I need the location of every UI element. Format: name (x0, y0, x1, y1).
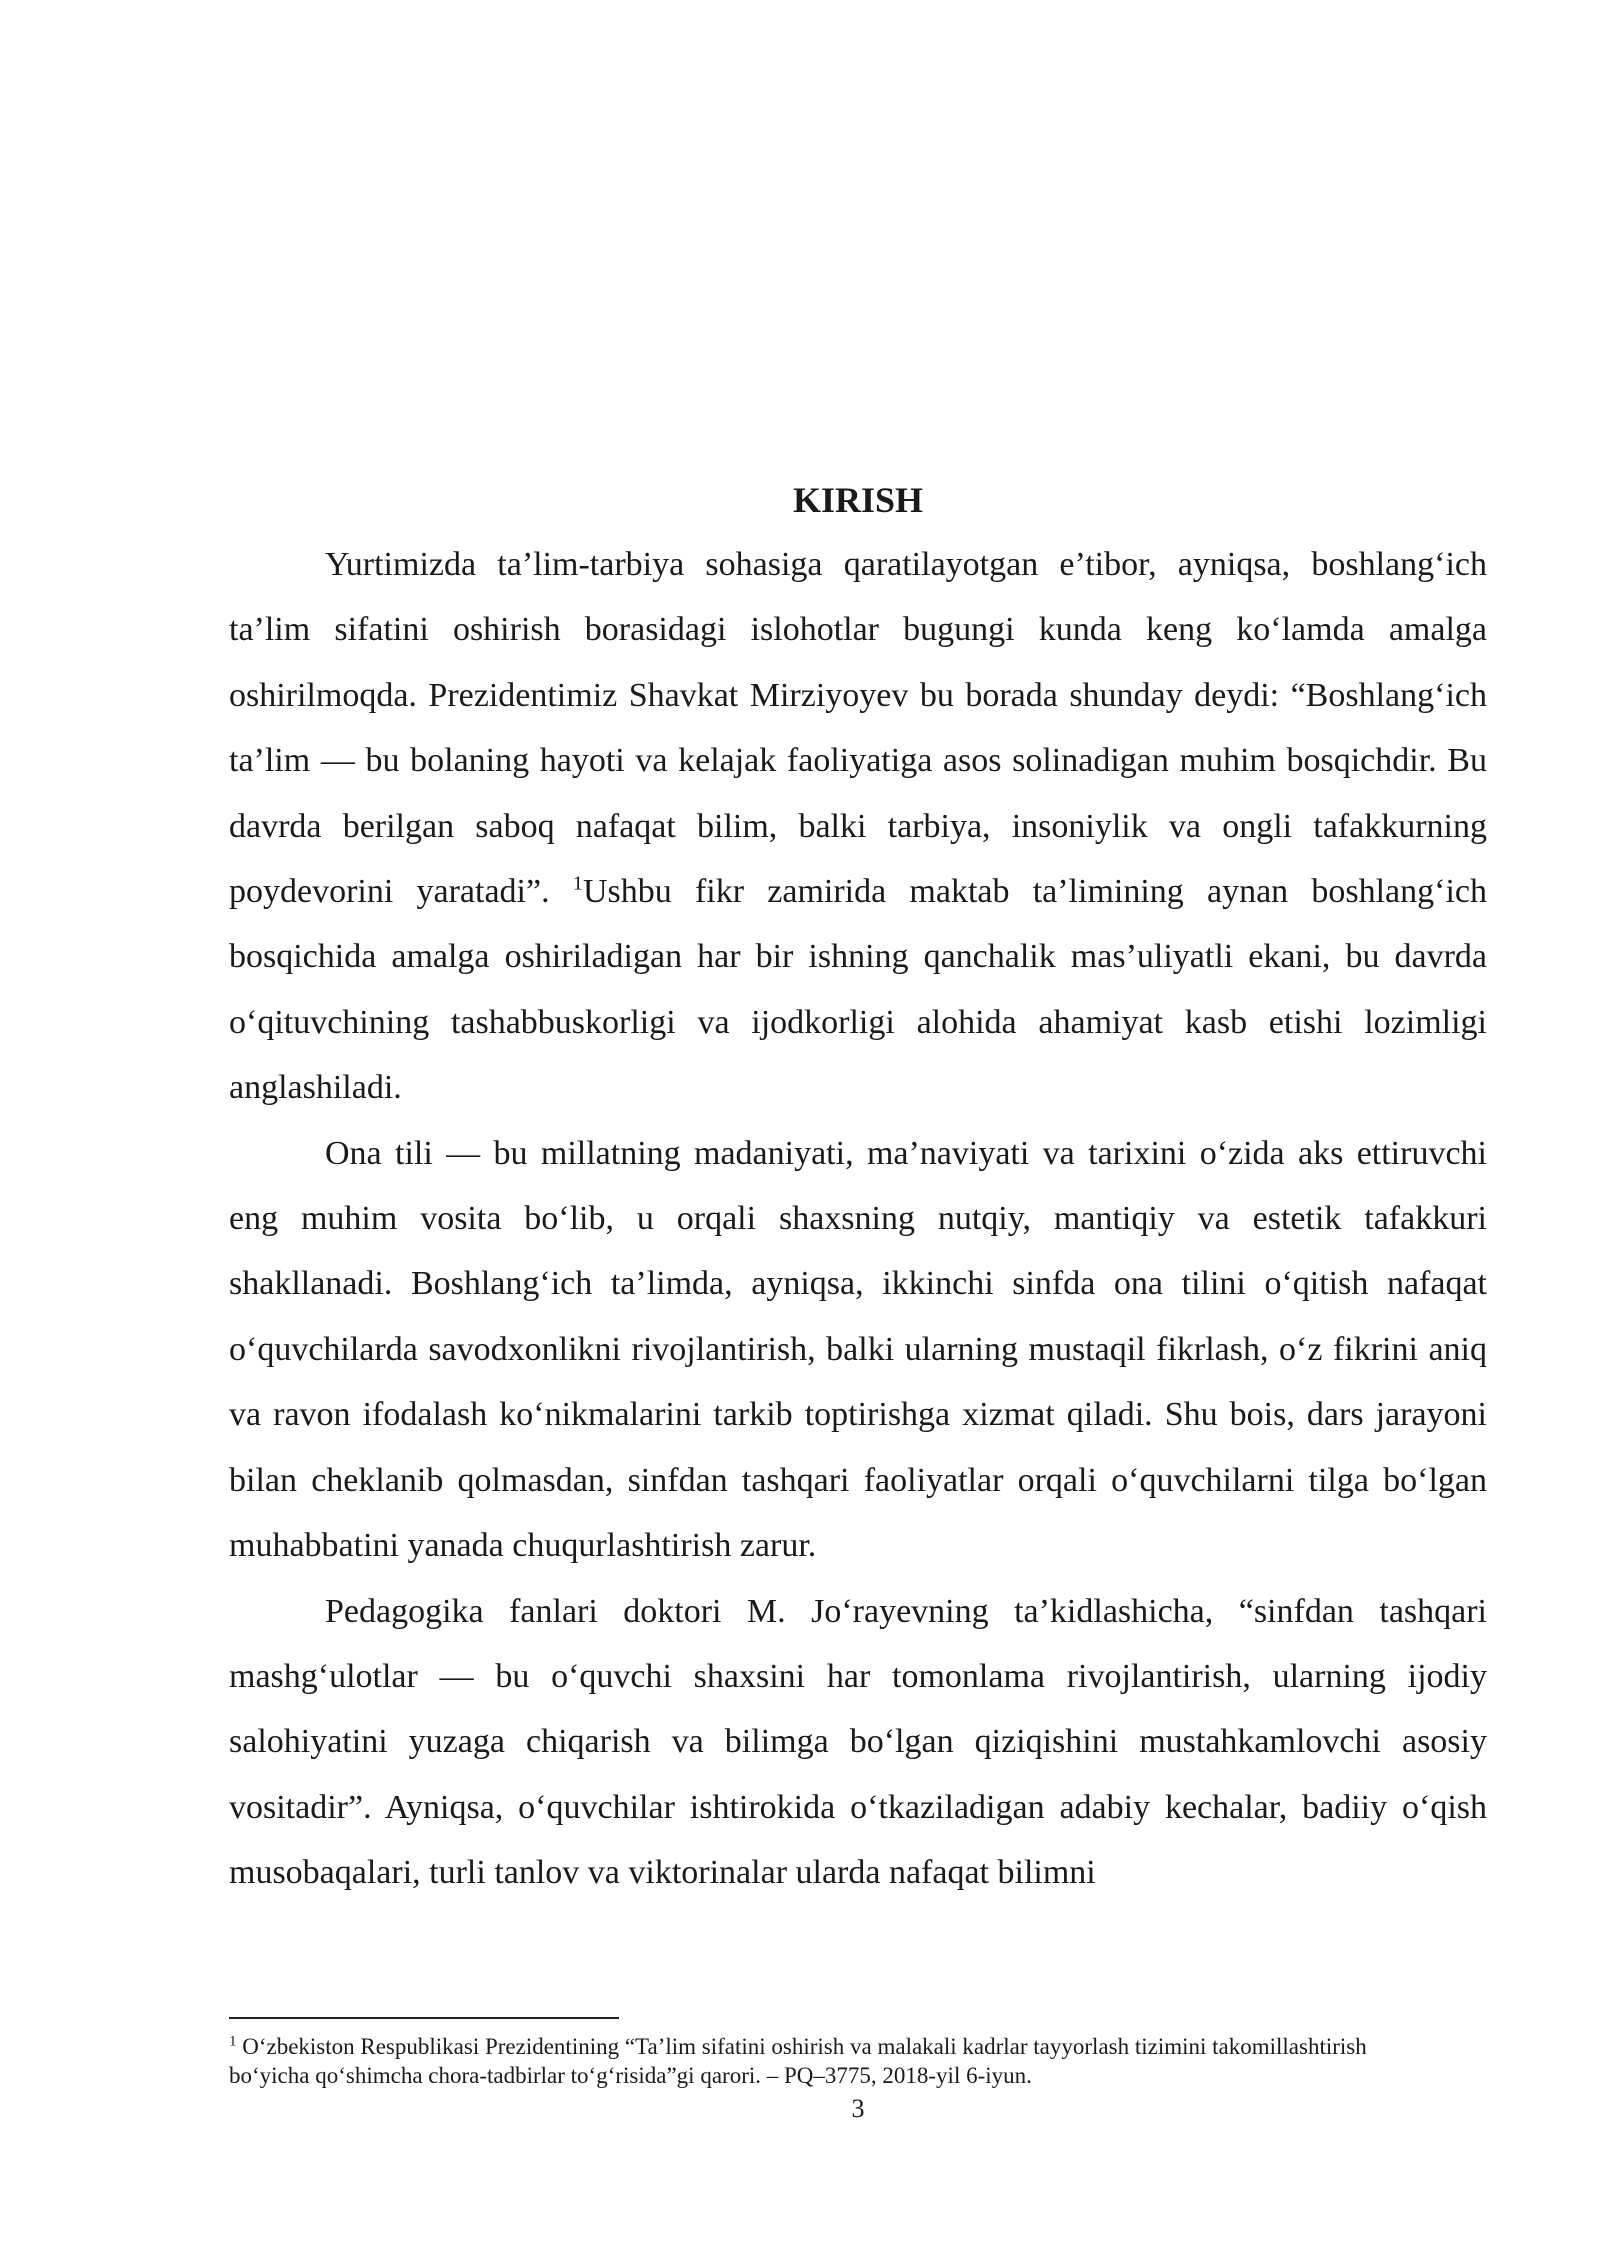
footnote-separator (229, 2017, 619, 2019)
footnote-reference: 1 (572, 872, 583, 895)
paragraph-1-continuation: Ushbu fikr zamirida maktab ta’limining aynan boshlang‘ich bosqichida amalga oshiriladigan har bir ishning qanchalik mas’uliyatli ekani, bu davrda o‘qituvchining tashabbuskorligi va ijodkorligi alohida ahamiyat kasb etishi lozimligi anglashiladi. (229, 873, 1487, 1107)
section-heading: KIRISH (792, 480, 924, 520)
footnote (229, 2032, 1379, 2090)
page-number: 3 (851, 2094, 865, 2123)
paragraph-1 (229, 532, 1487, 1121)
footnote-marker: 1 (229, 2033, 237, 2050)
paragraph-2: Ona tili — bu millatning madaniyati, ma’naviyati va tarixini o‘zida aks ettiruvchi eng muhim vosita bo‘lib, u orqali shaxsning nutqiy, mantiqiy va estetik tafakkuri shakllanadi. Boshlang‘ich ta’limda, ayniqsa, ikkinchi sinfda ona tilini o‘qitish nafaqat o‘quvchilarda savodxonlikni rivojlantirish, balki ularning mustaqil fikrlash, o‘z fikrini aniq va ravon ifodalash ko‘nikmalarini tarkib toptirishga xizmat qiladi. Shu bois, dars jarayoni bilan cheklanib qolmasdan, sinfdan tashqari faoliyatlar orqali o‘quvchilarni tilga bo‘lgan muhabbatini yanada chuqurlashtirish zarur. (229, 1134, 1487, 1565)
paragraph-3: Pedagogika fanlari doktori M. Jo‘rayevning ta’kidlashicha, “sinfdan tashqari mashg‘ulotlar — bu o‘quvchi shaxsini har tomonlama rivojlantirish, ularning ijodiy salohiyatini yuzaga chiqarish va bilimga bo‘lgan qiziqishini mustahkamlovchi asosiy vositadir”. Ayniqsa, o‘quvchilar ishtirokida o‘tkaziladigan adabiy kechalar, badiiy o‘qish musobaqalari, turli tanlov va viktorinalar ularda nafaqat bilimni (229, 1592, 1487, 1892)
paragraph-1-text: Yurtimizda ta’lim-tarbiya sohasiga qaratilayotgan e’tibor, ayniqsa, boshlang‘ich ta’lim sifatini oshirish borasidagi islohotlar bugungi kunda keng ko‘lamda amalga oshirilmoqda. Prezidentimiz Shavkat Mirziyoyev bu borada shunday deydi: “Boshlang‘ich ta’lim — bu bolaning hayoti va kelajak faoliyatiga asos solinadigan muhim bosqichdir. Bu davrda berilgan saboq nafaqat bilim, balki tarbiya, insoniylik va ongli tafakkurning poydevorini yaratadi”. (229, 546, 1487, 911)
body-text (229, 532, 1487, 1906)
footnote-text: O‘zbekiston Respublikasi Prezidentining “Ta’lim sifatini oshirish va malakali kadrlar tayyorlash tizimini takomillashtirish bo‘yicha qo‘shimcha chora-tadbirlar to‘g‘risida”gi qarori. – PQ–3775, 2018-yil 6-iyun. (229, 2034, 1367, 2088)
